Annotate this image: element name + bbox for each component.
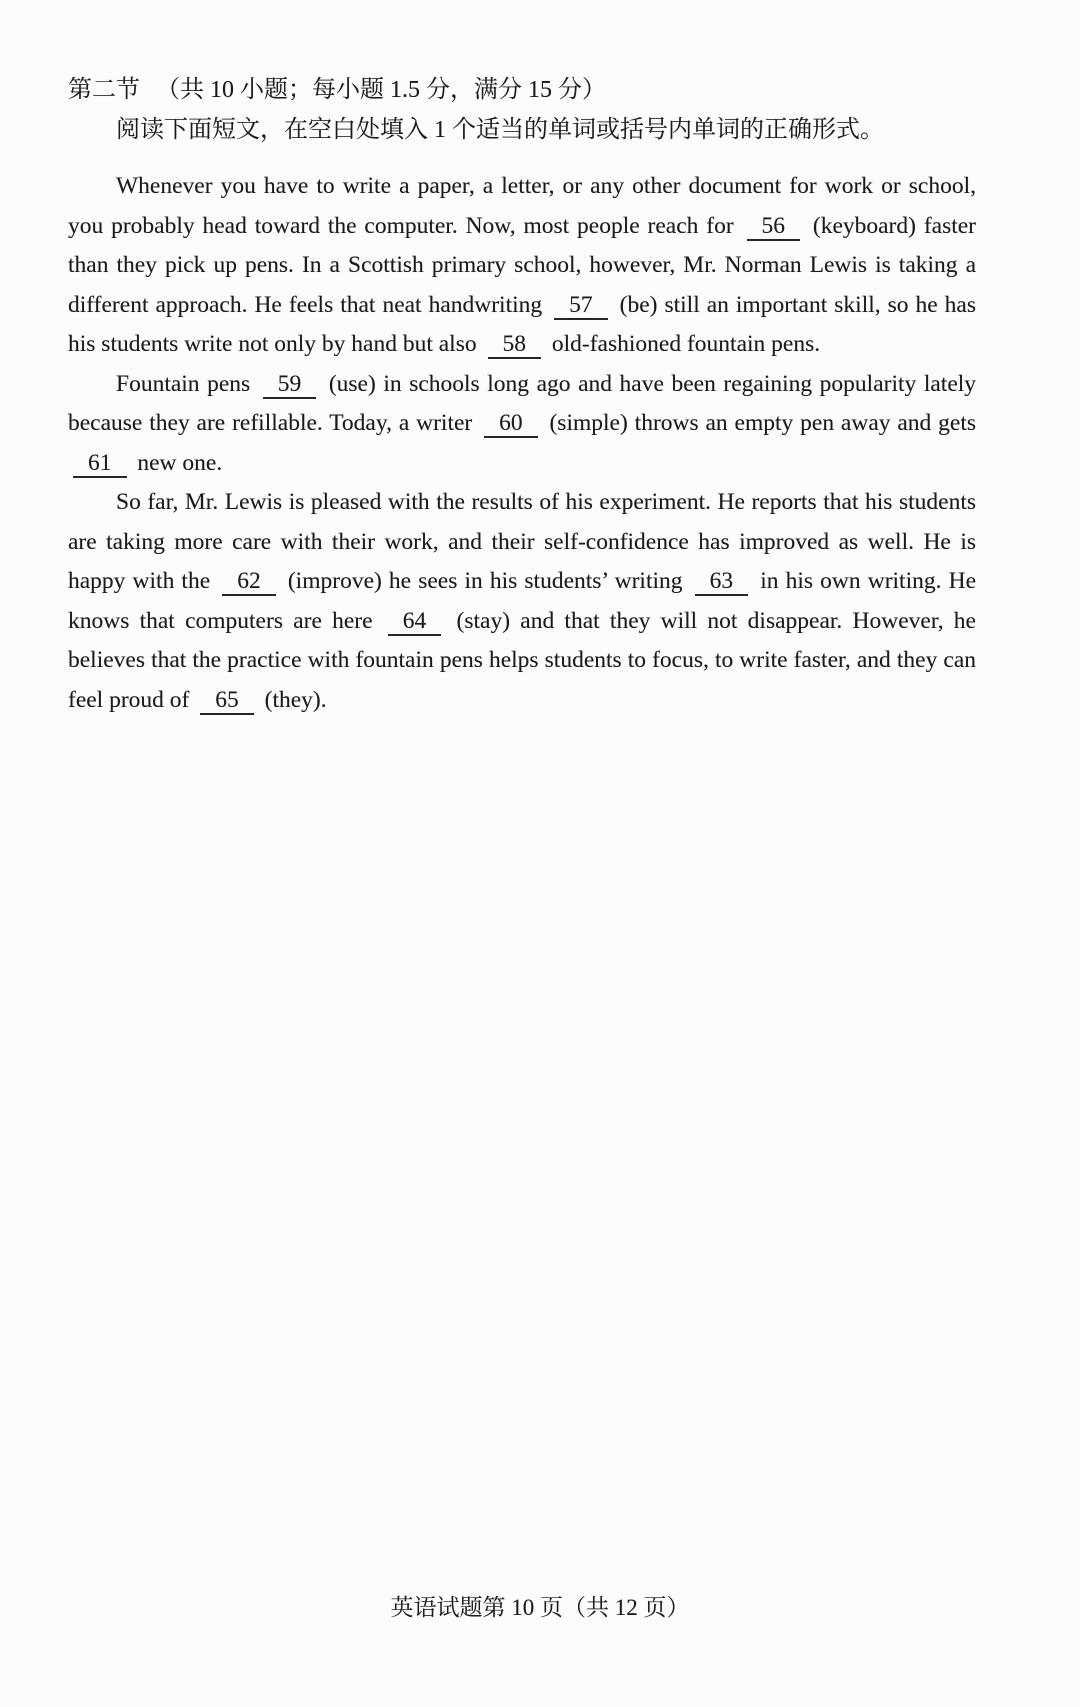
section-header	[68, 70, 976, 110]
text-segment: So far, Mr. Lewis is pleased with the results of his experiment. He reports that his students are taking more care with their work, and their self-confidence has improved as well. He is happy with the	[68, 489, 976, 594]
blank-62: 62	[222, 569, 276, 596]
page-content	[68, 70, 976, 720]
paragraph-1	[68, 167, 976, 365]
text-segment: Whenever you have to write a paper, a letter, or any other document for work or school, you probably head toward the computer. Now, most people reach for	[68, 173, 976, 239]
text-segment: (simple) throws an empty pen away and gets	[549, 410, 977, 436]
section-info: （共 10 小题；每小题 1.5 分，满分 15 分）	[156, 77, 606, 103]
blank-58: 58	[488, 332, 542, 359]
blank-61: 61	[73, 451, 127, 478]
passage	[68, 167, 976, 720]
page-number-label: 英语试题第 10 页（共 12 页）	[390, 1595, 690, 1620]
text-segment: in his own writing. He knows that computers are here	[68, 568, 977, 634]
text-segment: (stay) and that they will not disappear. However, he believes that the practice with fountain pens helps students to focus, to write faster, and they can feel proud of	[68, 607, 976, 713]
text-segment: (improve) he sees in his students’ writing	[287, 568, 683, 594]
blank-63: 63	[695, 569, 749, 596]
blank-65: 65	[200, 688, 254, 715]
section-title: 第二节	[68, 77, 140, 103]
text-segment: old-fashioned fountain pens.	[551, 331, 821, 357]
blank-60: 60	[484, 411, 538, 438]
blank-56: 56	[747, 214, 801, 241]
blank-59: 59	[263, 372, 317, 399]
blank-57: 57	[554, 293, 608, 320]
text-segment: (they).	[264, 686, 327, 713]
page-footer	[0, 1592, 1080, 1624]
instruction-text: 阅读下面短文，在空白处填入 1 个适当的单词或括号内单词的正确形式。	[116, 117, 884, 143]
text-segment: new one.	[137, 449, 223, 476]
blank-64: 64	[388, 609, 442, 636]
paragraph-3	[68, 483, 976, 720]
paragraph-2	[68, 365, 976, 484]
text-segment: (keyboard) faster than they pick up pens. In a Scottish primary school, however, Mr. Norman Lewis is taking a different approach. He feels that neat handwriting	[68, 212, 977, 318]
text-segment: (use) in schools long ago and have been regaining popularity lately because they are refillable. Today, a writer	[68, 370, 977, 436]
text-segment: (be) still an important skill, so he has his students write not only by hand but also	[68, 291, 977, 357]
text-segment: Fountain pens	[116, 370, 251, 397]
